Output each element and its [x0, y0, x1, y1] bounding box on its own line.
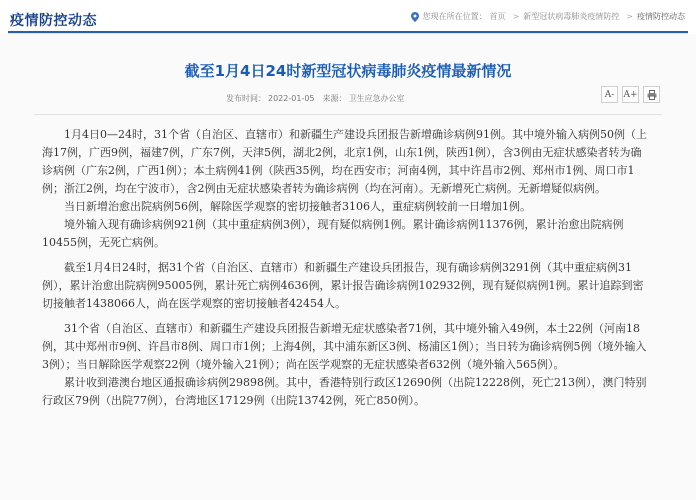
page-header — [0, 0, 696, 33]
article-paragraph: 1月4日0—24时，31个省（自治区、直辖市）和新疆生产建设兵团报告新增确诊病例91例。其中境外输入病例50例（上海17例，广西9例，福建7例，广东7例，天津5例，湖北2例，北京1例，山东1例，陕西1例），含3例由无症状感染者转为确诊病例（广东2例，广西1例）；本土病例41例（陕西35例，均在西安市；河南4例，其中许昌市2例、郑州市1例、周口市1例；浙江2例，均在宁波市），含2例由无症状感染者转为确诊病例（均在河南）。无新增死亡病例。无新增疑似病例。 — [42, 128, 647, 195]
breadcrumb — [411, 11, 688, 22]
publish-date: 2022-01-05 — [268, 94, 315, 103]
breadcrumb-separator: > — [626, 12, 633, 21]
section-title: 疫情防控动态 — [10, 13, 97, 29]
source-label: 来源： — [322, 94, 347, 103]
meta-divider — [34, 114, 662, 115]
article-paragraph: 当日新增治愈出院病例56例，解除医学观察的密切接触者3106人，重症病例较前一日增加1例。 — [64, 200, 531, 213]
article-paragraph: 境外输入现有确诊病例921例（其中重症病例3例），现有疑似病例1例。累计确诊病例11376例，累计治愈出院病例10455例，无死亡病例。 — [42, 218, 624, 249]
print-icon — [647, 90, 657, 100]
breadcrumb-prefix: 您现在所在位置： — [422, 12, 487, 21]
breadcrumb-separator: > — [512, 12, 520, 21]
article-paragraph: 截至1月4日24时，据31个省（自治区、直辖市）和新疆生产建设兵团报告，现有确诊病例3291例（其中重症病例31例），累计治愈出院病例95005例，累计死亡病例4636例，累计报告确诊病例102932例，现有疑似病例1例。累计追踪到密切接触者1438066人，尚在医学观察的密切接触者42454人。 — [42, 261, 644, 310]
article-paragraph: 累计收到港澳台地区通报确诊病例29898例。其中，香港特别行政区12690例（出院12228例，死亡213例），澳门特别行政区79例（出院77例），台湾地区17129例（出院13742例，死亡850例）。 — [42, 376, 647, 407]
article-title: 截至1月4日24时新型冠状病毒肺炎疫情最新情况 — [184, 62, 512, 80]
font-smaller-button[interactable]: A- — [601, 86, 618, 103]
publish-date-label: 发布时间： — [226, 94, 266, 103]
article-body — [42, 126, 650, 410]
print-button[interactable] — [643, 86, 660, 103]
article-paragraph: 31个省（自治区、直辖市）和新疆生产建设兵团报告新增无症状感染者71例，其中境外输入49例，本土22例（河南18例，其中郑州市9例、许昌市8例、周口市1例；上海4例，其中浦东新区3例、杨浦区1例）；当日转为确诊病例5例（境外输入3例）；当日解除医学观察22例（境外输入21例）；尚在医学观察的无症状感染者632例（境外输入565例）。 — [42, 322, 647, 371]
location-pin-icon — [411, 12, 419, 22]
article-container — [0, 34, 696, 500]
font-larger-button[interactable]: A+ — [622, 86, 639, 103]
article-tools — [601, 86, 660, 103]
breadcrumb-current-link[interactable]: 疫情防控动态 — [637, 12, 685, 21]
article-meta — [226, 93, 405, 104]
source-value: 卫生应急办公室 — [348, 94, 405, 103]
breadcrumb-home-link[interactable]: 首页 — [489, 12, 506, 21]
breadcrumb-category-link[interactable]: 新型冠状病毒肺炎疫情防控 — [523, 12, 620, 21]
